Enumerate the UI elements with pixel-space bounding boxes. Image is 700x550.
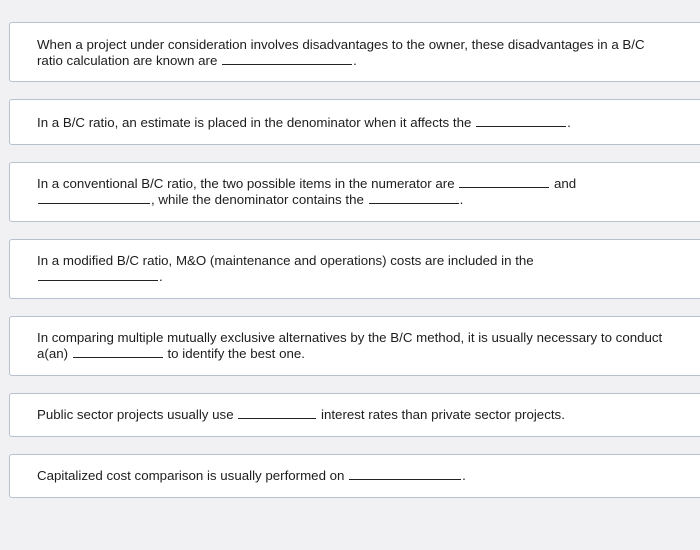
question-text-6 (37, 407, 669, 423)
question-2-end: . (567, 115, 571, 130)
question-3-text-c: , while the denominator contains the (151, 192, 364, 207)
question-card-7 (9, 454, 700, 498)
answer-blank-5[interactable] (73, 346, 163, 358)
answer-blank-6[interactable] (238, 407, 316, 419)
question-card-3 (9, 162, 700, 222)
question-1-end: . (353, 53, 357, 68)
question-text-1 (37, 37, 669, 69)
question-7-text: Capitalized cost comparison is usually performed on (37, 468, 345, 483)
question-text-3 (37, 176, 669, 208)
question-text-4 (37, 253, 669, 285)
question-4-end: . (159, 269, 163, 284)
question-card-6 (9, 393, 700, 437)
question-5-end: to identify the best one. (167, 346, 305, 361)
question-3-end: . (459, 192, 464, 207)
question-2-text: In a B/C ratio, an estimate is placed in the denominator when it affects the (37, 115, 472, 130)
question-4-text: In a modified B/C ratio, M&O (maintenance and operations) costs are included in the (37, 253, 534, 268)
question-7-end: . (462, 468, 466, 483)
answer-blank-2[interactable] (476, 115, 566, 127)
question-card-2 (9, 99, 700, 145)
question-6-end: interest rates than private sector projects. (321, 407, 565, 422)
answer-blank-3a[interactable] (459, 176, 549, 188)
answer-blank-4[interactable] (38, 269, 158, 281)
question-card-1 (9, 22, 700, 82)
answer-blank-3c[interactable] (369, 192, 459, 204)
question-6-text: Public sector projects usually use (37, 407, 234, 422)
question-text-5 (37, 330, 669, 362)
question-3-text-b: and (554, 176, 577, 191)
question-card-5 (9, 316, 700, 376)
question-text-7 (37, 468, 669, 484)
question-card-4 (9, 239, 700, 299)
question-5-text: In comparing multiple mutually exclusive alternatives by the B/C method, it is usually necessary to conduct a(an) (37, 330, 663, 361)
answer-blank-7[interactable] (349, 468, 461, 480)
answer-blank-1[interactable] (222, 53, 352, 65)
question-3-text-a: In a conventional B/C ratio, the two possible items in the numerator are (37, 176, 455, 191)
question-1-text: When a project under consideration involves disadvantages to the owner, these disadvantages in a B/C ratio calculation are known are (37, 37, 645, 68)
question-text-2 (37, 115, 669, 131)
answer-blank-3b[interactable] (38, 192, 150, 204)
